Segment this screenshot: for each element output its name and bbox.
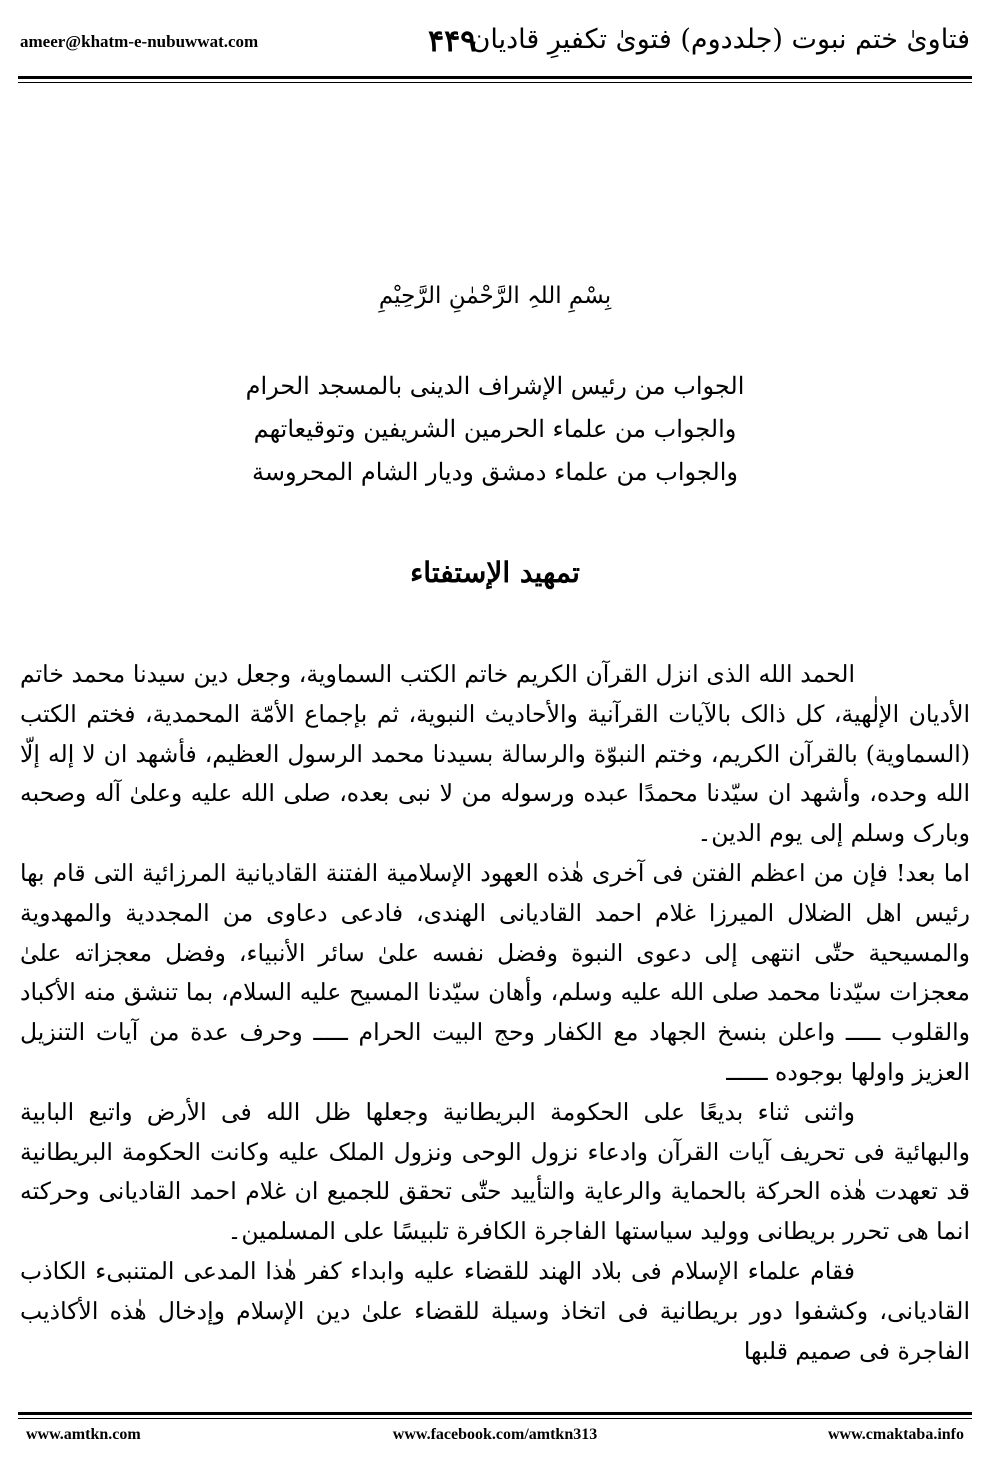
header-divider-thin <box>18 82 972 83</box>
page-number: ۴۴۹ <box>428 24 477 59</box>
header-divider-thick <box>18 76 972 79</box>
section-title: تمهید الإستفتاء <box>410 556 580 589</box>
page-header <box>18 22 972 74</box>
footer-divider-thick <box>18 1412 972 1415</box>
reply-line: والجواب من علماء الحرمین الشریفین وتوقیعاتهم <box>253 415 737 443</box>
footer-link-facebook[interactable]: www.facebook.com/amtkn313 <box>392 1426 598 1443</box>
header-email[interactable]: ameer@khatm-e-nubuwwat.com <box>20 32 259 51</box>
replies-heading <box>0 365 990 494</box>
paragraph: واثنی ثناء بدیعًا علی الحکومة البریطانیة وجعلها ظل الله فی الأرض واتبع البابیة والبهائیة فی تحریف آیات القرآن وادعاء نزول الوحی ونزول الملک علیه وکانت الحکومة البریطانیة قد تعهدت هٰذه الحرکة بالحمایة والرعایة والتأیید حتّٰی تحقق للجمیع ان غلام احمد القادیانی وحرکته انما هی تحرر بریطانی وولید سیاستها الفاجرة الکافرة تلبیسًا علی المسلمین۔ <box>20 1097 970 1246</box>
paragraph: اما بعد! فإن من اعظم الفتن فی آخری هٰذه العهود الإسلامیة الفتنة القادیانیة المرزائیة التی قام بها رئیس اهل الضلال المیرزا غلام احمد القادیانی الهندی، فادعی دعاوی من المجددیة والمهدویة والمسیحیة حتّٰی انتهی إلی دعوی النبوة وفضل نفسه علیٰ سائر الأنبیاء، وفضل معجزاته علیٰ معجزات سیّدنا محمد صلی الله علیه وسلم، وأهان سیّدنا المسیح علیه السلام، بما تنشق منه الأکباد والقلوب ـــــ واعلن بنسخ الجهاد مع الکفار وحج البیت الحرام ـــــ وحرف عدة من آیات التنزیل العزیز واولها بوجوده ــــــ <box>20 858 970 1086</box>
footer-link-amtkn[interactable]: www.amtkn.com <box>26 1426 141 1443</box>
book-title: فتاویٰ ختم نبوت (جلددوم) فتویٰ تکفیرِ قادیان <box>470 24 970 55</box>
page-footer <box>18 1426 972 1448</box>
bismillah: بِسْمِ اللہِ الرَّحْمٰنِ الرَّحِیْمِ <box>378 283 612 309</box>
footer-divider-thin <box>18 1418 972 1419</box>
body-text <box>20 655 970 1371</box>
reply-line: والجواب من علماء دمشق ودیار الشام المحروسة <box>252 458 738 486</box>
reply-line: الجواب من رئیس الإشراف الدینی بالمسجد الحرام <box>245 372 745 400</box>
paragraph: فقام علماء الإسلام فی بلاد الهند للقضاء علیه وابداء کفر هٰذا المدعی المتنبیء الکاذب القادیانی، وکشفوا دور بریطانیة فی اتخاذ وسیلة للقضاء علیٰ دین الإسلام وإدخال هٰذه الأکاذیب الفاجرة فی صمیم قلبها <box>20 1256 970 1365</box>
paragraph: الحمد الله الذی انزل القرآن الکریم خاتم الکتب السماویة، وجعل دین سیدنا محمد خاتم الأدیان الإلٰهیة، کل ذالک بالآیات القرآنیة والأحادیث النبویة، ثم بإجماع الأمّة المحمدیة، فختم الکتب (السماویة) بالقرآن الکریم، وختم النبوّة والرسالة بسیدنا محمد الرسول العظیم، فأشهد ان لا إله إلّا الله وحده، وأشهد ان سیّدنا محمدًا عبده ورسوله من لا نبی بعده، صلی الله علیه وعلیٰ آله وصحبه وبارک وسلم إلی یوم الدین۔ <box>20 660 970 848</box>
footer-link-cmaktaba[interactable]: www.cmaktaba.info <box>827 1426 964 1443</box>
